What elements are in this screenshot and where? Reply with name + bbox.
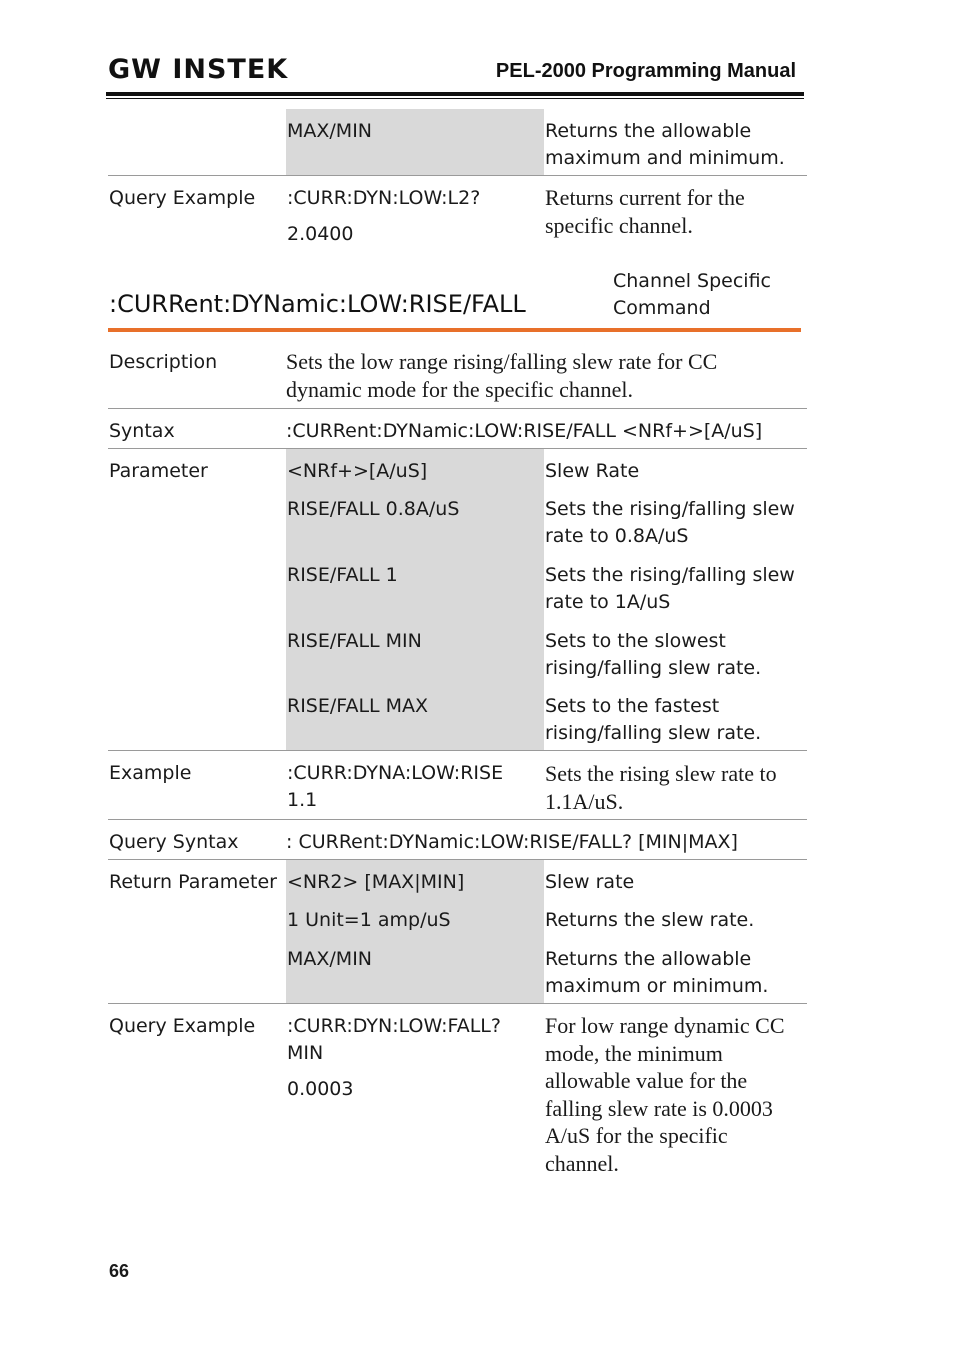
rule [108, 175, 807, 176]
return-parameter-value: 1 Unit=1 amp/uS [287, 909, 451, 931]
description-label: Description [109, 351, 218, 373]
return-parameter-desc: Returns the slew rate. [545, 909, 755, 931]
rule [108, 750, 807, 751]
query-syntax-text: : CURRent:DYNamic:LOW:RISE/FALL? [MIN|MAX] [286, 831, 738, 853]
parameter-desc: Slew Rate [545, 460, 640, 482]
query-example-cmd-line2: MIN [287, 1042, 324, 1064]
syntax-label: Syntax [109, 420, 175, 442]
parameter-desc: Sets to the slowest rising/falling slew rate. [545, 630, 762, 679]
page-number: 66 [109, 1261, 130, 1281]
query-example-cmd-top: :CURR:DYN:LOW:L2? [287, 187, 481, 209]
manual-title: PEL-2000 Programming Manual [495, 60, 796, 82]
command-title: :CURRent:DYNamic:LOW:RISE/FALL [109, 290, 526, 318]
header-rule-thin [106, 98, 804, 99]
query-example-desc: For low range dynamic CC mode, the minimum allowable value for the falling slew rate is 0.0003 A/uS for the specific channel. [545, 1013, 785, 1176]
command-scope-line1: Channel Specific [613, 270, 771, 292]
example-cmd-line2: 1.1 [287, 789, 318, 811]
description-text: Sets the low range rising/falling slew rate for CC dynamic mode for the specific channel. [286, 349, 718, 402]
maxmin-desc: Returns the allowable maximum and minimum. [545, 120, 785, 169]
syntax-text: :CURRent:DYNamic:LOW:RISE/FALL <NRf+>[A/uS] [286, 420, 763, 442]
query-example-desc-top: Returns current for the specific channel. [545, 185, 745, 238]
rule [108, 1003, 807, 1004]
rule [108, 819, 807, 820]
query-syntax-label: Query Syntax [109, 831, 239, 853]
return-parameter-value: MAX/MIN [287, 948, 373, 970]
parameter-desc: Sets to the fastest rising/falling slew rate. [545, 695, 762, 744]
query-example-label: Query Example [109, 1015, 256, 1037]
parameter-value: RISE/FALL 1 [287, 564, 398, 586]
return-parameter-value: <NR2> [MAX|MIN] [287, 871, 465, 893]
parameter-value: RISE/FALL 0.8A/uS [287, 498, 460, 520]
rule [108, 408, 807, 409]
rule [108, 448, 807, 449]
return-parameter-label: Return Parameter [109, 871, 277, 893]
command-scope-line2: Command [613, 297, 711, 319]
example-desc: Sets the rising slew rate to 1.1A/uS. [545, 761, 777, 814]
parameter-value: RISE/FALL MAX [287, 695, 429, 717]
query-example-value: 0.0003 [287, 1078, 354, 1100]
rule [108, 859, 807, 860]
parameter-label: Parameter [109, 460, 208, 482]
query-example-cmd-line1: :CURR:DYN:LOW:FALL? [287, 1015, 501, 1037]
command-accent-rule [108, 328, 801, 332]
header-rule-thick [106, 92, 804, 96]
brand-logo: GW INSTEK [108, 54, 289, 85]
parameter-desc: Sets the rising/falling slew rate to 1A/uS [545, 564, 795, 613]
maxmin-label: MAX/MIN [287, 120, 373, 142]
example-label: Example [109, 762, 192, 784]
return-parameter-desc: Slew rate [545, 871, 635, 893]
query-example-label-top: Query Example [109, 187, 256, 209]
query-example-value-top: 2.0400 [287, 223, 354, 245]
parameter-value: <NRf+>[A/uS] [287, 460, 428, 482]
return-parameter-desc: Returns the allowable maximum or minimum. [545, 948, 769, 997]
parameter-value: RISE/FALL MIN [287, 630, 422, 652]
example-cmd-line1: :CURR:DYNA:LOW:RISE [287, 762, 504, 784]
parameter-desc: Sets the rising/falling slew rate to 0.8A/uS [545, 498, 795, 547]
